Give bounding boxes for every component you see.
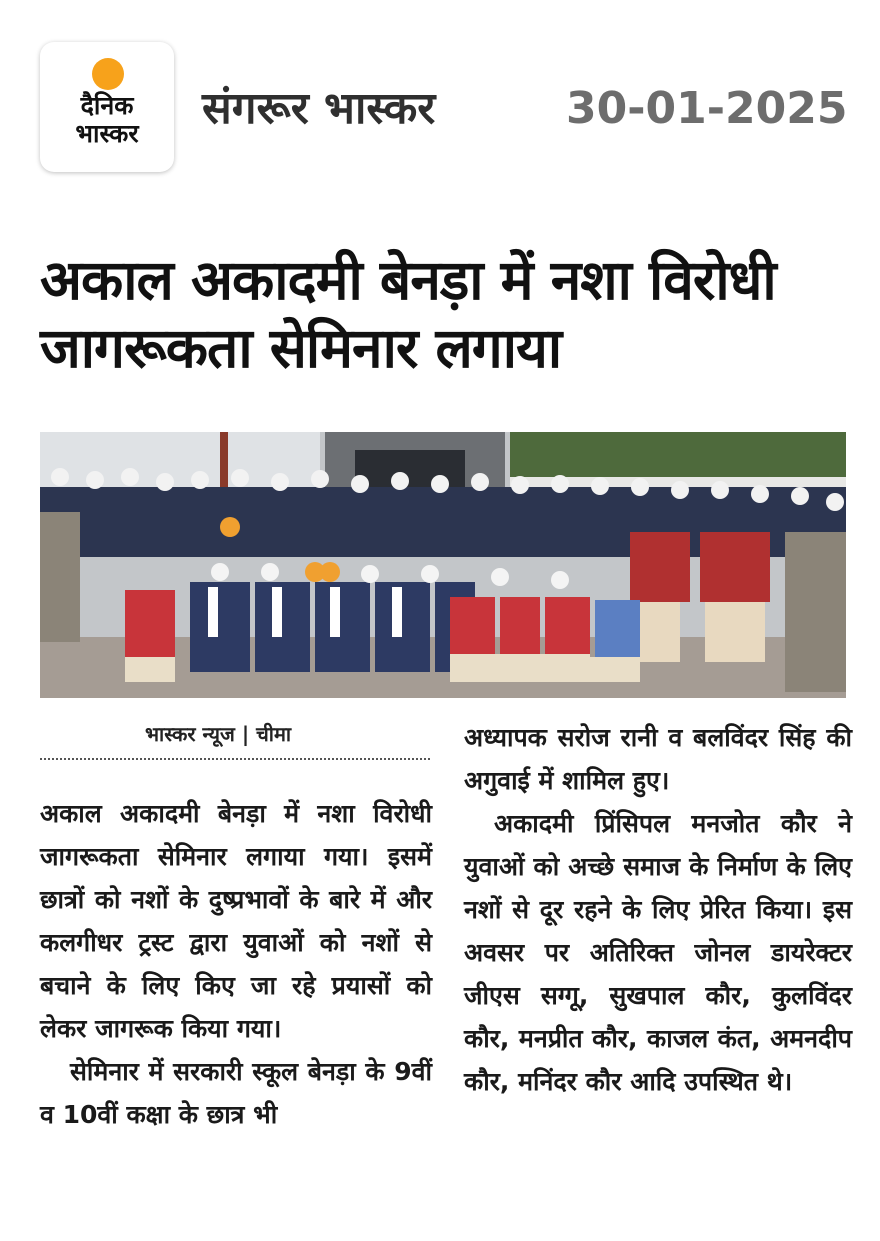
masthead [0,0,880,200]
edition-date: 30-01-2025 [566,83,848,134]
article-headline: अकाल अकादमी बेनड़ा में नशा विरोधी जागरूकता सेमिनार लगाया [40,248,776,380]
sun-logo-icon [92,58,124,90]
article-paragraph: अकाल अकादमी बेनड़ा में नशा विरोधी जागरूकता सेमिनार लगाया गया। इसमें छात्रों को नशों के दुष्प्रभावों के बारे में और कलगीधर ट्रस्ट द्वारा युवाओं को नशों से बचाने के लिए किए जा रहे प्रयासों को लेकर जागरूक किया गया। [40,799,432,1043]
article-column-left [40,792,432,1136]
article-paragraph: अध्यापक सरोज रानी व बलविंदर सिंह की अगुवाई में शामिल हुए। [464,723,852,795]
group-photo [40,432,846,698]
article-byline: भास्कर न्यूज | चीमा [145,722,292,746]
group-photo-illustration [40,432,846,698]
logo-text-line1: दैनिक [80,91,134,120]
logo-text-line2: भास्कर [75,119,139,148]
article-paragraph: सेमिनार में सरकारी स्कूल बेनड़ा के 9वीं व 10वीं कक्षा के छात्र भी [40,1057,432,1129]
byline-divider [40,758,430,760]
article-column-right [464,716,852,1103]
article-paragraph: अकादमी प्रिंसिपल मनजोत कौर ने युवाओं को अच्छे समाज के निर्माण के लिए नशों से दूर रहने के लिए प्रेरित किया। इस अवसर पर अतिरिक्त जोनल डायरेक्टर जीएस सग्गू, सुखपाल कौर, कुलविंदर कौर, मनप्रीत कौर, काजल कंत, अमनदीप कौर, मनिंदर कौर आदि उपस्थित थे। [464,809,852,1096]
edition-name: संगरूर भास्कर [202,83,436,134]
dainik-bhaskar-logo [40,42,174,172]
